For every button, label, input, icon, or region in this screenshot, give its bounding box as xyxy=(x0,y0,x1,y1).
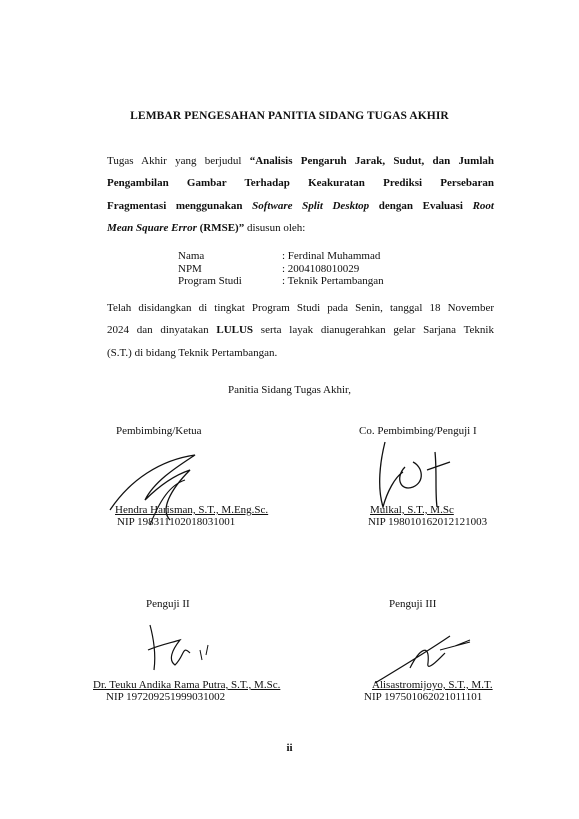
intro-paragraph xyxy=(107,150,494,240)
ketua-role: Pembimbing/Ketua xyxy=(116,425,202,437)
npm-label: NPM xyxy=(178,262,202,275)
name-value: : Ferdinal Muhammad xyxy=(282,250,381,262)
result-paragraph xyxy=(107,297,494,364)
prodi-row xyxy=(178,275,384,288)
committee-heading: Panitia Sidang Tugas Akhir, xyxy=(227,384,352,396)
result-line-1: Telah disidangkan di tingkat Program Studi pada Senin, tanggal 18 November xyxy=(107,302,494,314)
prodi-label: Program Studi xyxy=(178,275,242,287)
page-title: LEMBAR PENGESAHAN PANITIA SIDANG TUGAS AKHIR xyxy=(130,110,449,122)
intro-line-3: Fragmentasi menggunakan Software Split Desktop dengan Evaluasi Root xyxy=(107,199,494,212)
ketua-name: Hendra Harisman, S.T., M.Eng.Sc. xyxy=(115,504,269,516)
result-line-3: (S.T.) di bidang Teknik Pertambangan. xyxy=(107,346,278,359)
penguji1-role: Co. Pembimbing/Penguji I xyxy=(359,425,477,437)
penguji2-role: Penguji II xyxy=(146,598,190,610)
penguji2-nip: NIP 197209251999031002 xyxy=(106,691,226,703)
npm-value: : 2004108010029 xyxy=(282,262,360,275)
signature-mark xyxy=(140,615,220,675)
intro-line-4: Mean Square Error (RMSE)” disusun oleh: xyxy=(107,222,306,235)
penguji1-nip: NIP 198010162012121003 xyxy=(368,516,488,528)
prodi-value: : Teknik Pertambangan xyxy=(282,275,384,287)
penguji3-nip: NIP 197501062021011101 xyxy=(364,691,483,703)
penguji1-name: Mulkal, S.T., M.Sc xyxy=(370,504,454,516)
result-line-2: 2024 dan dinyatakan LULUS serta layak dianugerahkan gelar Sarjana Teknik xyxy=(107,324,494,337)
ketua-nip: NIP 198311102018031001 xyxy=(117,516,236,528)
intro-line-2: Pengambilan Gambar Terhadap Keakuratan Prediksi Persebaran xyxy=(107,177,494,190)
penguji2-name: Dr. Teuku Andika Rama Putra, S.T., M.Sc. xyxy=(93,679,281,691)
name-row xyxy=(178,250,384,263)
page-number: ii xyxy=(286,742,293,754)
intro-line-1: Tugas Akhir yang berjudul “Analisis Pengaruh Jarak, Sudut, dan Jumlah xyxy=(107,155,495,167)
penguji3-name: Alisastromijoyo, S.T., M.T. xyxy=(372,679,493,691)
name-label: Nama xyxy=(178,250,205,262)
npm-row xyxy=(178,263,384,276)
penguji3-role: Penguji III xyxy=(389,598,437,610)
student-info xyxy=(178,250,384,288)
